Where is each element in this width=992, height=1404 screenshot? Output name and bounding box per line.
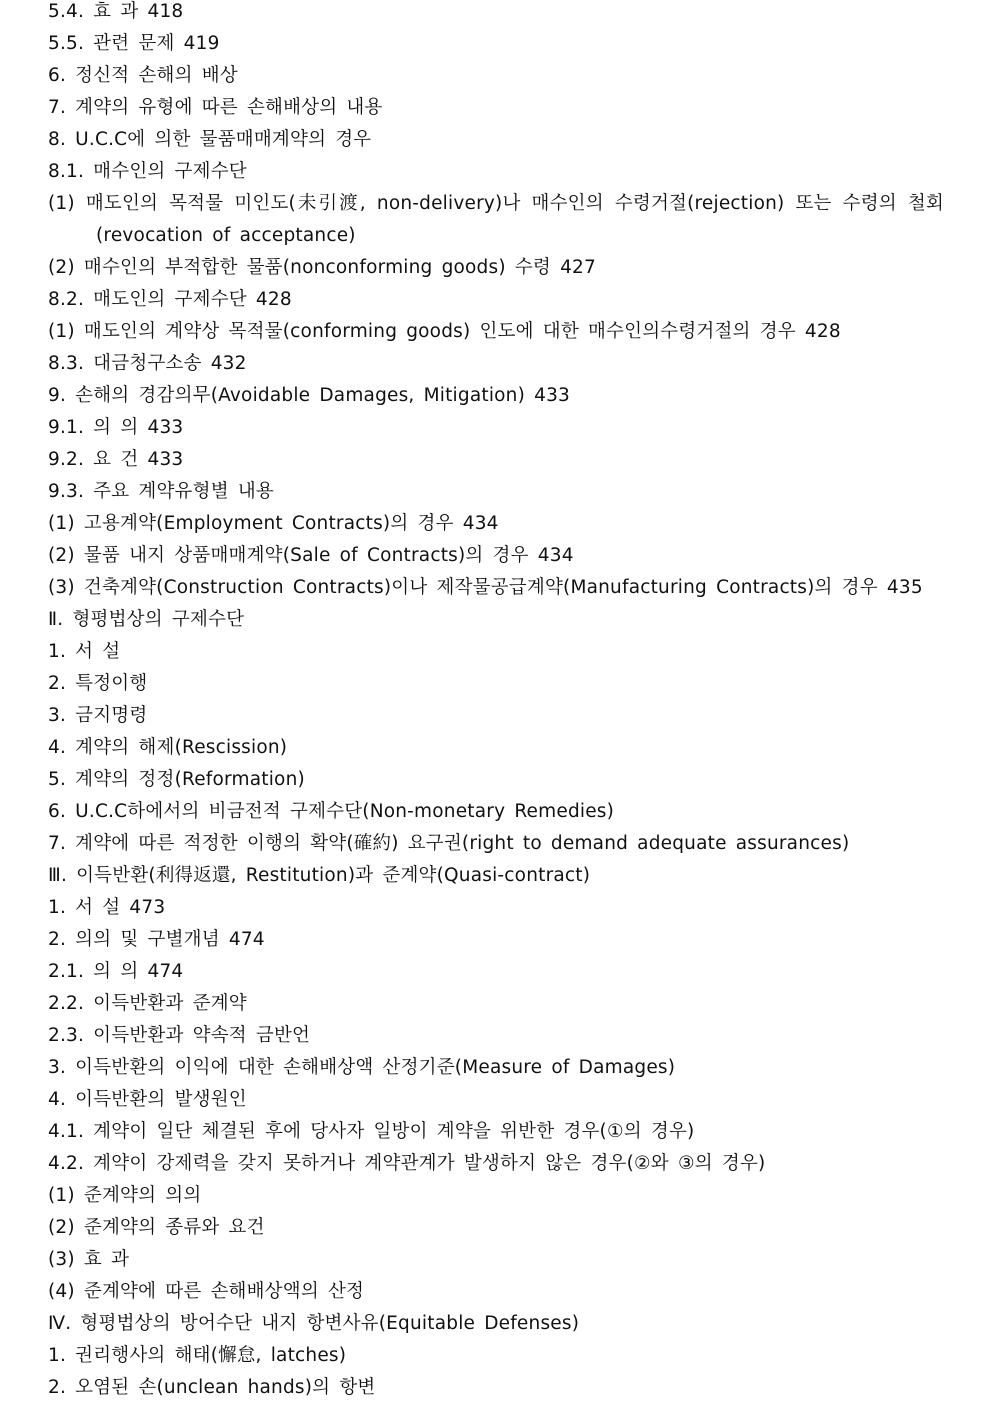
toc-entry-continuation: (revocation of acceptance) (96, 225, 356, 246)
toc-entry: 9.2. 요 건 433 (48, 449, 184, 470)
toc-entry: 2.2. 이득반환과 준계약 (48, 993, 247, 1014)
toc-entry: 3. 이득반환의 이익에 대한 손해배상액 산정기준(Measure of Damages) (48, 1057, 676, 1078)
toc-entry: 5.5. 관련 문제 419 (48, 33, 220, 54)
toc-entry: 5. 계약의 정정(Reformation) (48, 769, 305, 790)
toc-entry: 2. 특정이행 (48, 673, 148, 694)
toc-section-heading: Ⅱ. 형평법상의 구제수단 (48, 609, 245, 630)
toc-entry: 5.4. 효 과 418 (48, 1, 184, 22)
toc-entry: (1) 준계약의 의의 (48, 1185, 202, 1206)
toc-entry: 2. 오염된 손(unclean hands)의 항변 (48, 1377, 376, 1398)
toc-entry: 2.3. 이득반환과 약속적 금반언 (48, 1025, 311, 1046)
toc-entry: (3) 건축계약(Construction Contracts)이나 제작물공급계약(Manufacturing Contracts)의 경우 435 (48, 577, 923, 598)
toc-entry: 8.2. 매도인의 구제수단 428 (48, 289, 292, 310)
toc-entry: (1) 매도인의 목적물 미인도(未引渡, non-delivery)나 매수인의 수령거절(rejection) 또는 수령의 철회 (48, 193, 944, 214)
toc-entry: (2) 물품 내지 상품매매계약(Sale of Contracts)의 경우 434 (48, 545, 574, 566)
toc-entry: 6. U.C.C하에서의 비금전적 구제수단(Non-monetary Remedies) (48, 801, 615, 822)
toc-entry: (1) 매도인의 계약상 목적물(conforming goods) 인도에 대한 매수인의수령거절의 경우 428 (48, 321, 841, 342)
toc-entry: 1. 서 설 473 (48, 897, 166, 918)
toc-entry: 7. 계약의 유형에 따른 손해배상의 내용 (48, 97, 383, 118)
toc-entry: (2) 매수인의 부적합한 물품(nonconforming goods) 수령 427 (48, 257, 596, 278)
toc-entry: 4.2. 계약이 강제력을 갖지 못하거나 계약관계가 발생하지 않은 경우(②와 ③의 경우) (48, 1153, 766, 1174)
toc-entry: 1. 권리행사의 해태(懈怠, latches) (48, 1345, 347, 1366)
toc-entry: 8.3. 대금청구소송 432 (48, 353, 247, 374)
toc-section-heading: Ⅲ. 이득반환(利得返還, Restitution)과 준계약(Quasi-contract) (48, 865, 591, 886)
toc-entry: 8. U.C.C에 의한 물품매매계약의 경우 (48, 129, 372, 150)
toc-entry: 4. 이득반환의 발생원인 (48, 1089, 247, 1110)
toc-entry: 1. 서 설 (48, 641, 121, 662)
toc-entry: 6. 정신적 손해의 배상 (48, 65, 238, 86)
toc-entry: (3) 효 과 (48, 1249, 130, 1270)
toc-entry: 7. 계약에 따른 적정한 이행의 확약(確約) 요구권(right to demand adequate assurances) (48, 833, 850, 854)
toc-entry: 2.1. 의 의 474 (48, 961, 184, 982)
toc-entry: (4) 준계약에 따른 손해배상액의 산정 (48, 1281, 365, 1302)
toc-section-heading: Ⅳ. 형평법상의 방어수단 내지 항변사유(Equitable Defenses) (48, 1313, 580, 1334)
toc-entry: 4. 계약의 해제(Rescission) (48, 737, 288, 758)
toc-entry: 2. 의의 및 구별개념 474 (48, 929, 265, 950)
toc-entry: 4.1. 계약이 일단 체결된 후에 당사자 일방이 계약을 위반한 경우(①의 경우) (48, 1121, 695, 1142)
toc-entry: 9. 손해의 경감의무(Avoidable Damages, Mitigation) 433 (48, 385, 571, 406)
toc-entry: 3. 금지명령 (48, 705, 148, 726)
toc-entry: 9.1. 의 의 433 (48, 417, 184, 438)
toc-entry: (2) 준계약의 종류와 요건 (48, 1217, 265, 1238)
toc-entry: 9.3. 주요 계약유형별 내용 (48, 481, 274, 502)
toc-entry: 8.1. 매수인의 구제수단 (48, 161, 247, 182)
toc-entry: (1) 고용계약(Employment Contracts)의 경우 434 (48, 513, 499, 534)
table-of-contents (48, 0, 948, 1404)
